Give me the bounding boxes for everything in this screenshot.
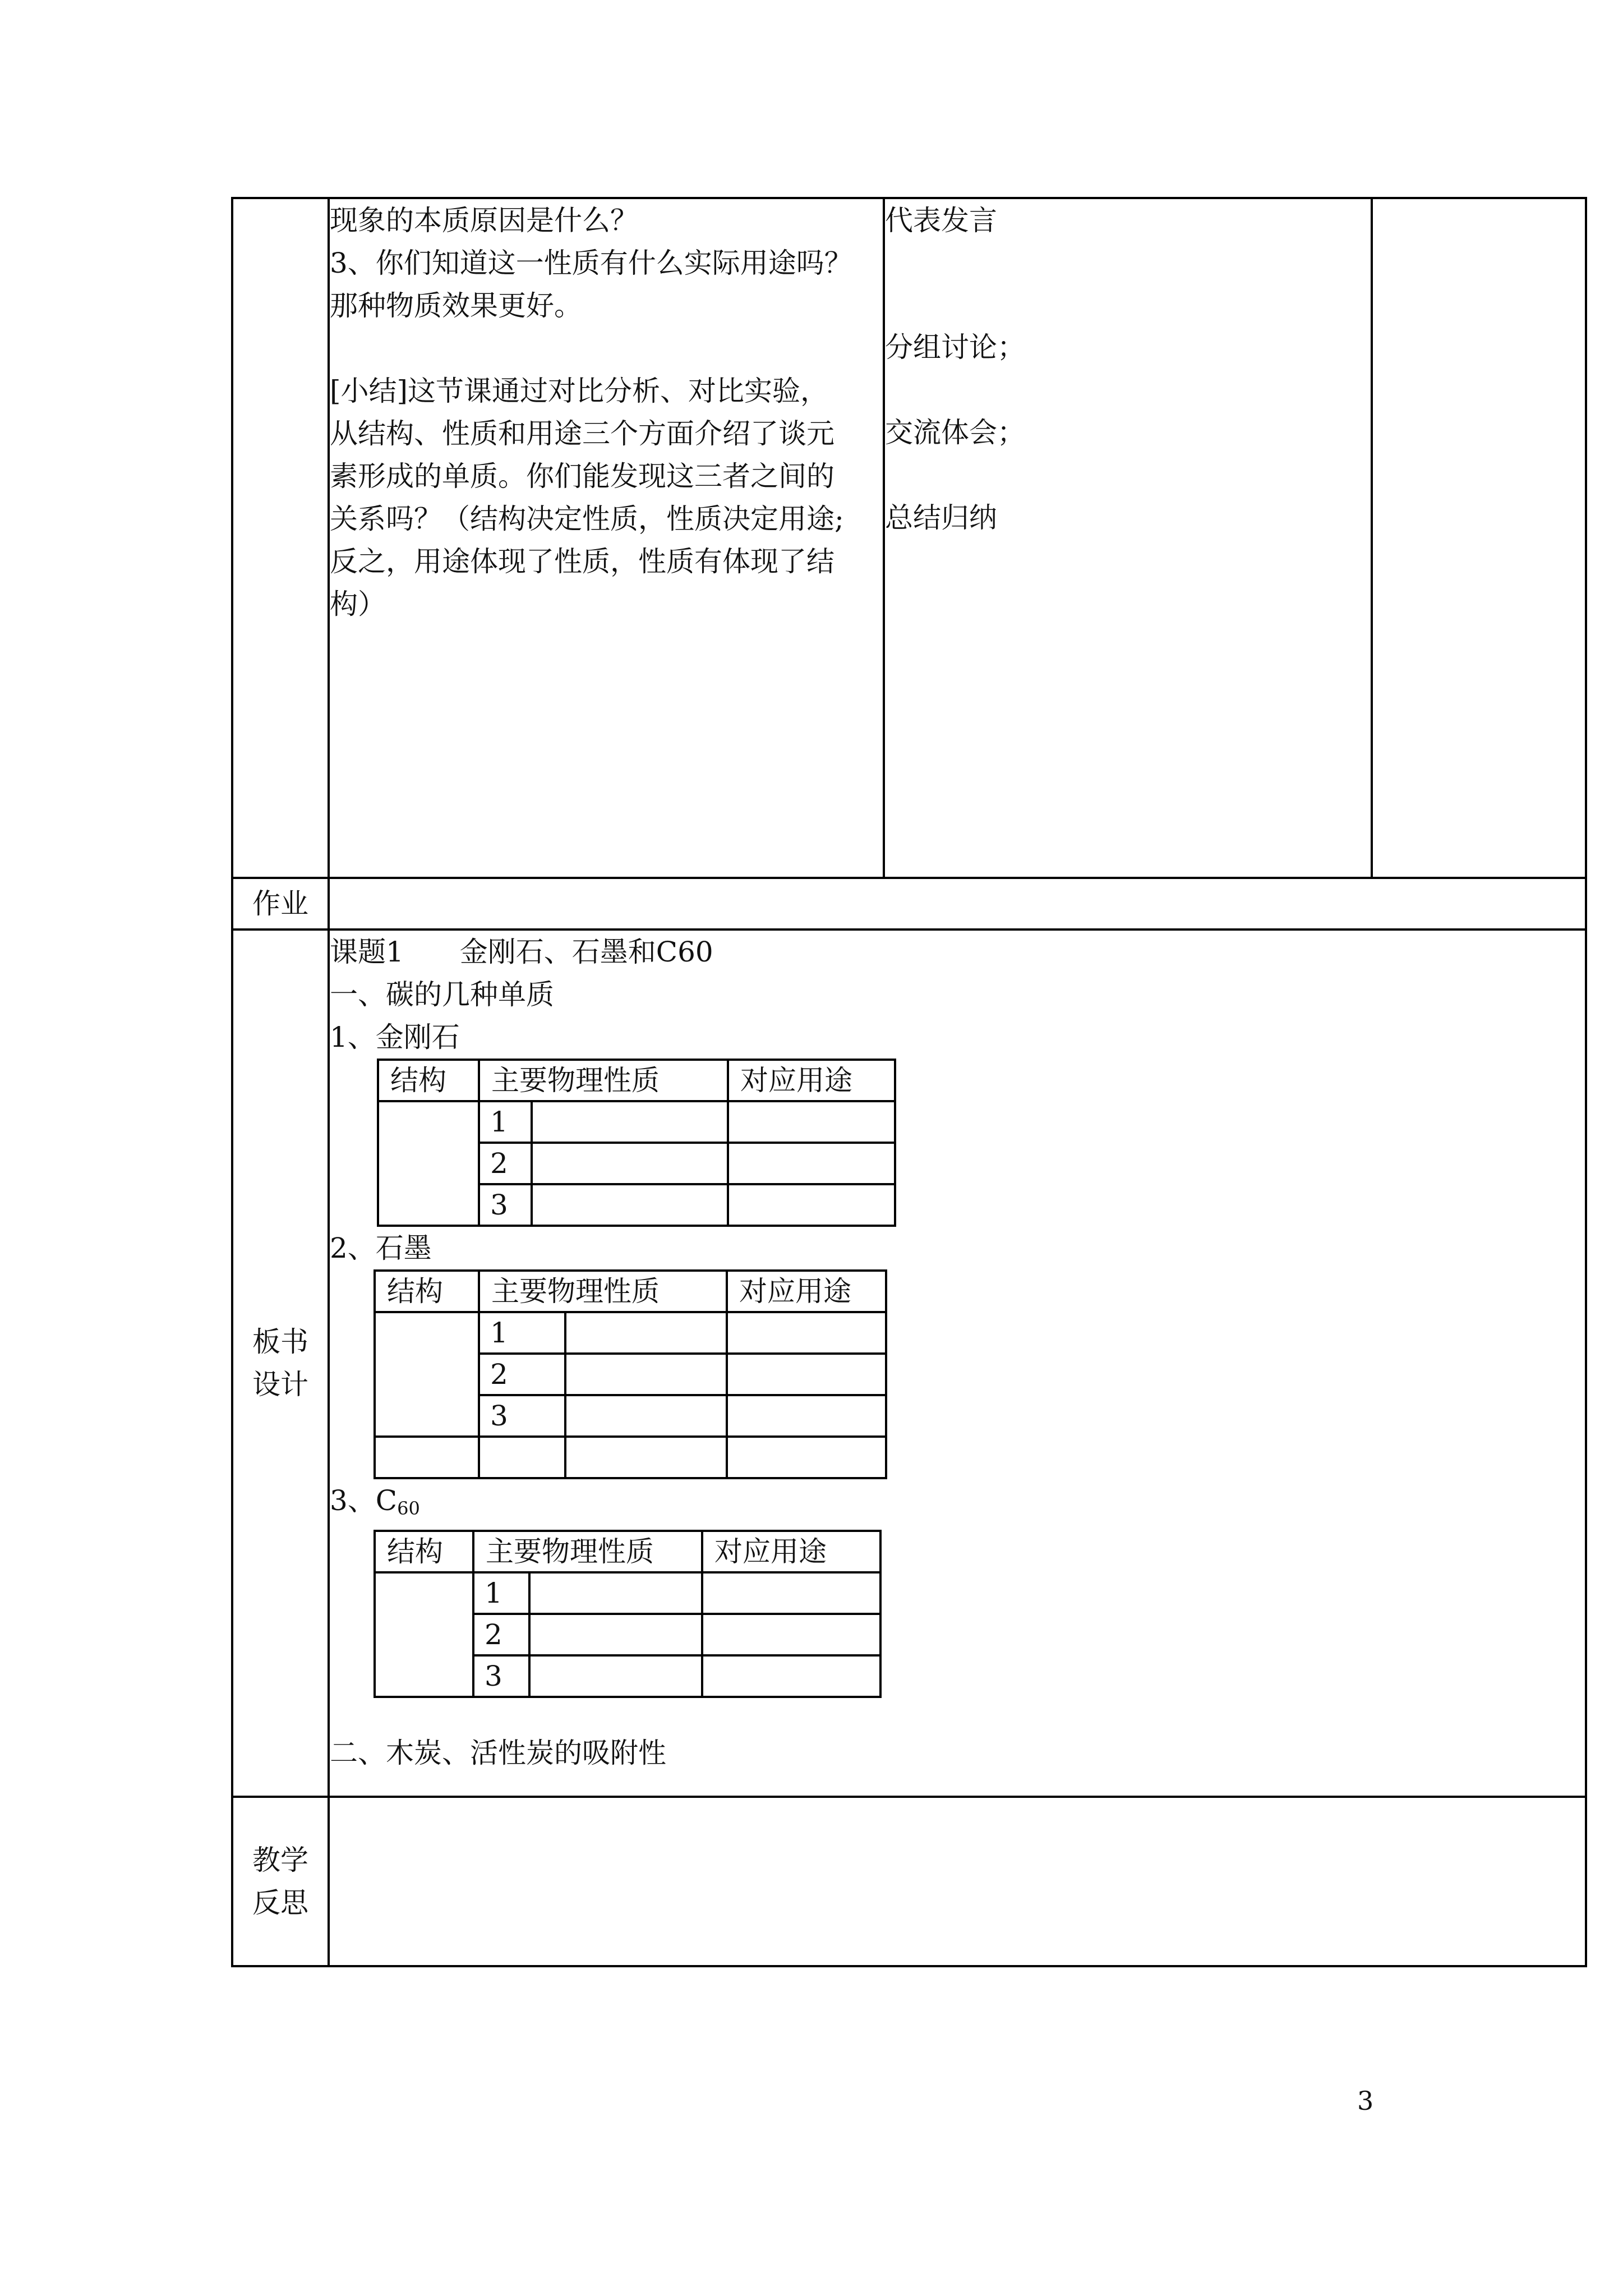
header-uses: 对应用途: [728, 1060, 895, 1101]
property-cell: [565, 1354, 727, 1395]
graphite-table: [374, 1269, 887, 1479]
c60-heading-prefix: 3、C: [330, 1484, 398, 1517]
student-activity-cell: [884, 198, 1372, 878]
extra-cell: [727, 1437, 886, 1478]
extra-cell: [479, 1437, 565, 1478]
c60-heading: [330, 1479, 1585, 1530]
diamond-heading: 1、金刚石: [330, 1021, 460, 1053]
summary-line: 关系吗？（结构决定性质，性质决定用途;: [330, 503, 844, 535]
property-cell: [565, 1312, 727, 1354]
label-line: 设计: [252, 1368, 308, 1401]
header-properties: 主要物理性质: [479, 1271, 727, 1312]
use-cell: [702, 1655, 880, 1697]
use-cell: [728, 1184, 895, 1226]
row-number: 2: [479, 1354, 565, 1395]
section-heading: 一、碳的几种单质: [330, 978, 554, 1011]
teacher-activity-cell: [329, 198, 884, 878]
row-number: 2: [473, 1614, 529, 1655]
board-title: 课题1 金刚石、石墨和C60: [330, 936, 713, 968]
label-line: 教学: [252, 1844, 308, 1876]
student-activity: 分组讨论；: [885, 331, 1025, 364]
summary-line: 素形成的单质。你们能发现这三者之间的: [330, 460, 834, 493]
use-cell: [728, 1101, 895, 1143]
row-number: 3: [479, 1184, 532, 1226]
structure-cell: [378, 1101, 479, 1226]
row-number: 1: [479, 1101, 532, 1143]
extra-cell: [565, 1437, 727, 1478]
graphite-heading: 2、石墨: [330, 1232, 432, 1264]
homework-row: [232, 878, 1586, 930]
board-design-content: [329, 930, 1586, 1797]
summary-line: 反之，用途体现了性质，性质有体现了结: [330, 545, 834, 578]
extra-cell: [375, 1437, 479, 1478]
student-activity: 交流体会；: [885, 416, 1025, 449]
property-cell: [565, 1395, 727, 1437]
process-row: [232, 198, 1586, 878]
use-cell: [727, 1395, 886, 1437]
property-cell: [529, 1572, 702, 1614]
header-structure: 结构: [375, 1271, 479, 1312]
notes-cell: [1372, 198, 1586, 878]
property-cell: [529, 1614, 702, 1655]
diamond-table: [377, 1059, 896, 1227]
process-label-cell: [232, 198, 329, 878]
header-uses: 对应用途: [702, 1531, 880, 1572]
use-cell: [728, 1143, 895, 1184]
header-properties: 主要物理性质: [479, 1060, 728, 1101]
teacher-line: 3、你们知道这一性质有什么实际用途吗？: [330, 247, 852, 279]
structure-cell: [375, 1572, 473, 1697]
use-cell: [727, 1354, 886, 1395]
row-number: 2: [479, 1143, 532, 1184]
property-cell: [532, 1143, 728, 1184]
homework-label: 作业: [232, 878, 329, 930]
property-cell: [532, 1184, 728, 1226]
c60-table: [374, 1530, 882, 1698]
header-properties: 主要物理性质: [473, 1531, 702, 1572]
structure-cell: [375, 1312, 479, 1437]
summary-line: 构）: [330, 588, 386, 620]
c60-subscript: 60: [397, 1498, 420, 1519]
header-structure: 结构: [378, 1060, 479, 1101]
reflection-content: [329, 1797, 1586, 1966]
header-structure: 结构: [375, 1531, 473, 1572]
row-number: 1: [479, 1312, 565, 1354]
teacher-line: 现象的本质原因是什么？: [330, 204, 638, 237]
use-cell: [702, 1572, 880, 1614]
label-line: 板书: [252, 1326, 308, 1358]
use-cell: [727, 1312, 886, 1354]
row-number: 1: [473, 1572, 529, 1614]
row-number: 3: [479, 1395, 565, 1437]
page-number: 3: [1357, 2086, 1374, 2116]
row-number: 3: [473, 1655, 529, 1697]
teacher-line: 那种物质效果更好。: [330, 289, 582, 322]
header-uses: 对应用途: [727, 1271, 886, 1312]
label-line: 反思: [252, 1887, 308, 1919]
use-cell: [702, 1614, 880, 1655]
homework-content: [329, 878, 1586, 930]
board-design-label: [232, 930, 329, 1797]
student-activity: 代表发言: [885, 204, 997, 237]
summary-line: [小结]这节课通过对比分析、对比实验，: [330, 375, 829, 407]
property-cell: [529, 1655, 702, 1697]
student-activity: 总结归纳: [885, 501, 997, 534]
property-cell: [532, 1101, 728, 1143]
reflection-row: [232, 1797, 1586, 1966]
section-heading: 二、木炭、活性炭的吸附性: [330, 1737, 666, 1769]
reflection-label: [232, 1797, 329, 1966]
summary-line: 从结构、性质和用途三个方面介绍了谈元: [330, 417, 834, 450]
lesson-plan-table: [231, 197, 1587, 1967]
board-design-row: [232, 930, 1586, 1797]
